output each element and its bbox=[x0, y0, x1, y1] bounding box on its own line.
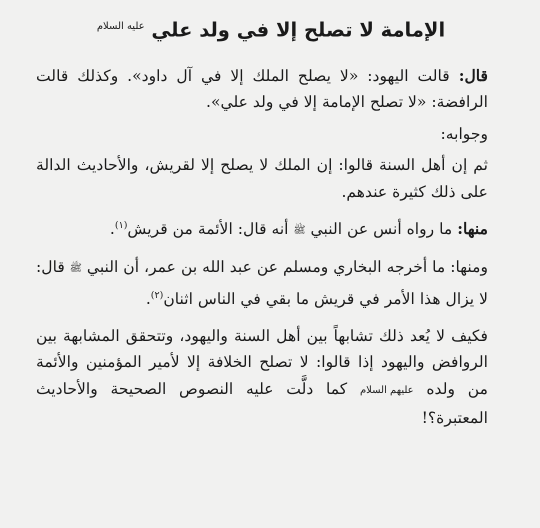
paragraph-minha-end: . bbox=[109, 220, 115, 239]
salawat-symbol: ﷺ bbox=[293, 225, 306, 237]
paragraph-wa-minha bbox=[36, 254, 506, 313]
document-page bbox=[36, 0, 506, 528]
paragraph-minha-text-before: ما رواه أنس عن النبي bbox=[310, 220, 453, 239]
paragraph-kayfa-text-after: والأحاديث المعتبرة؟! bbox=[36, 379, 488, 428]
title-text: الإمامة لا تصلح إلا في ولد علي bbox=[151, 18, 446, 42]
paragraph-jawab-text: وجوابه: bbox=[440, 124, 488, 143]
paragraph-wa-minha-text-after: قال: لا يزال هذا الأمر في قريش ما بقي في الناس اثنان bbox=[36, 257, 488, 309]
paragraph-qala-text: قالت اليهود: «لا يصلح الملك إلا في آل داود». وكذلك قالت الرافضة: «لا تصلح الإمامة إلا في ولد علي». bbox=[36, 66, 488, 111]
title-honorific: عليه السلام bbox=[96, 21, 145, 32]
paragraph-jawab bbox=[36, 121, 506, 148]
footnote-marker-1: (١) bbox=[114, 220, 128, 231]
paragraph-qala bbox=[36, 63, 506, 116]
paragraph-kayfa-text-before: فكيف لا يُعد ذلك تشابهاً بين أهل السنة واليهود، وتتحقق المشابهة بين الروافض واليهود إذا قالوا: لا تصلح الخلافة إلا لأمير المؤمنين والأئمة من ولده bbox=[36, 326, 488, 398]
paragraph-wa-minha-end: . bbox=[145, 290, 151, 309]
paragraph-kayfa-text-mid: كما دلَّت عليه النصوص الصحيحة bbox=[110, 379, 348, 398]
paragraph-kayfa bbox=[36, 323, 506, 432]
paragraph-minha-lead: منها: bbox=[457, 219, 488, 239]
salawat-symbol: ﷺ bbox=[69, 262, 82, 274]
footnote-marker-2: (٢) bbox=[150, 290, 164, 302]
paragraph-minha bbox=[36, 213, 506, 246]
paragraph-minha-text-after: أنه قال: الأئمة من قريش bbox=[127, 220, 289, 239]
page-title bbox=[36, 13, 506, 45]
paragraph-wa-minha-text-before: ومنها: ما أخرجه البخاري ومسلم عن عبد الله بن عمر، أن النبي bbox=[86, 257, 488, 276]
paragraph-thumma-text: ثم إن أهل السنة قالوا: إن الملك لا يصلح إلا لقريش، والأحاديث الدالة على ذلك كثيرة عندهم. bbox=[36, 156, 488, 201]
honorific-symbol: عليهم السلام bbox=[359, 384, 414, 396]
paragraph-thumma bbox=[36, 152, 506, 205]
paragraph-qala-lead: قال: bbox=[458, 65, 488, 85]
